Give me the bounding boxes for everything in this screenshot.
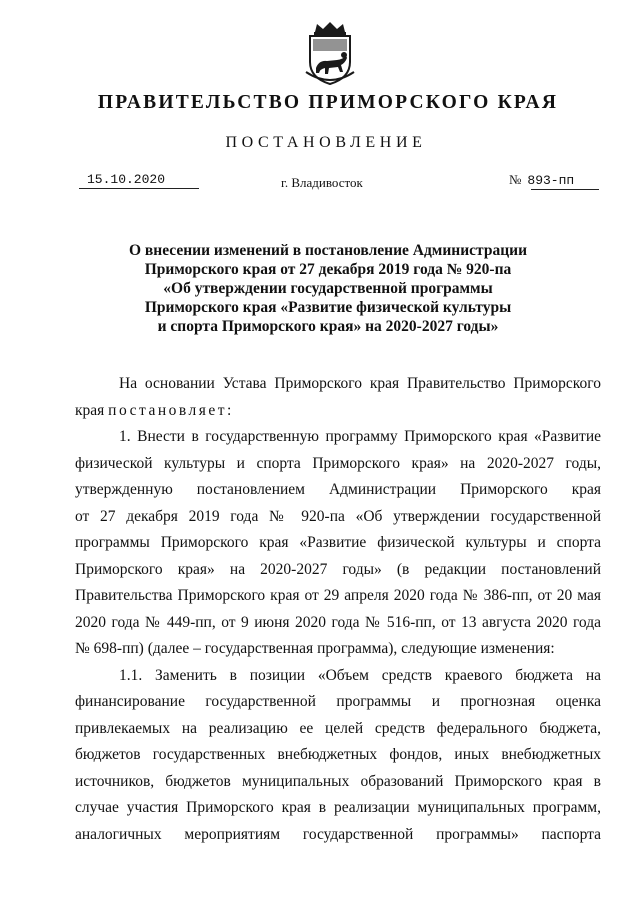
paragraph-preamble — [75, 371, 601, 424]
body-line: № 698-пп) (далее – государственная программа), следующие изменения: — [75, 640, 555, 657]
body-line: 1. Внести в государственную программу Приморского края «Развитие — [119, 428, 601, 445]
heading-line: Приморского края от 27 декабря 2019 года № 920-па — [144, 261, 512, 278]
coat-of-arms-emblem — [301, 20, 359, 86]
body-line: привлекаемых на реализацию ее целей средств федерального бюджета, — [75, 719, 601, 737]
paragraph-item-1 — [75, 424, 601, 663]
body-line: 1.1. Заменить в позиции «Объем средств краевого бюджета на — [119, 666, 601, 684]
government-title: ПРАВИТЕЛЬСТВО ПРИМОРСКОГО КРАЯ — [97, 92, 559, 113]
body-line: бюджетов государственных внебюджетных фондов, иных внебюджетных — [75, 746, 601, 763]
body-line — [75, 398, 601, 425]
body-line: от 27 декабря 2019 года № 920-па «Об утверждении государственной — [75, 507, 601, 525]
document-body — [75, 371, 601, 848]
heading-line: О внесении изменений в постановление Администрации — [128, 242, 527, 259]
body-line: Приморского края» на 2020-2027 годы» (в редакции постановлений — [75, 560, 601, 578]
number-sign: № — [509, 172, 522, 187]
document-date — [79, 172, 199, 187]
body-line: источников, бюджетов муниципальных образований Приморского края в — [75, 772, 601, 790]
paragraph-item-1-1 — [75, 663, 601, 849]
date-underline — [79, 188, 199, 189]
date-value: 15.10.2020 — [87, 172, 166, 187]
body-line: случае участия Приморского края в реализации муниципальных программ, — [75, 799, 601, 816]
document-heading — [8, 241, 640, 336]
heading-line: «Об утверждении государственной программы — [163, 280, 493, 297]
body-line: 2020 года № 449-пп, от 9 июня 2020 года № 516-пп, от 13 августа 2020 года — [75, 613, 601, 631]
heading-line: и спорта Приморского края» на 2020-2027 годы» — [157, 318, 499, 335]
body-line: На основании Устава Приморского края Правительство Приморского — [119, 375, 601, 392]
body-word-spaced: постановляет: — [108, 401, 234, 419]
body-line: утвержденную постановлением Администрации Приморского края — [75, 481, 601, 498]
number-value: 893-пп — [527, 173, 575, 188]
body-line: Правительства Приморского края от 29 апреля 2020 года № 386-пп, от 20 мая — [75, 587, 601, 604]
body-word: края — [75, 401, 105, 419]
body-line: программы Приморского края «Развитие физической культуры и спорта — [75, 534, 601, 551]
body-line: аналогичных мероприятиям государственной программы» паспорта — [75, 825, 601, 843]
body-line: финансирование государственной программы и прогнозная оценка — [75, 693, 601, 710]
document-number — [509, 172, 599, 188]
heading-line: Приморского края «Развитие физической культуры — [144, 299, 512, 316]
body-line: физической культуры и спорта Приморского края» на 2020-2027 годы, — [75, 454, 601, 472]
document-type: ПОСТАНОВЛЕНИЕ — [225, 134, 427, 151]
document-city: г. Владивосток — [281, 175, 363, 190]
number-underline — [531, 189, 599, 190]
